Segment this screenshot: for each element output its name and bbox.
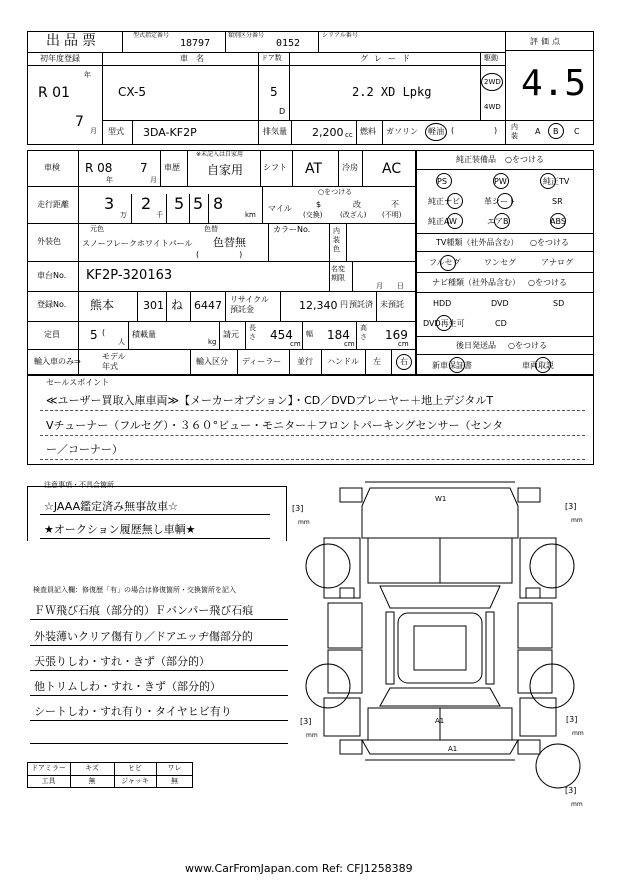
model-year-label: モデル年式	[102, 352, 126, 371]
chassis-label: 車台No.	[37, 271, 67, 280]
height-unit: cm	[398, 340, 409, 348]
doors-count: 5	[270, 85, 278, 99]
import-parallel: 並行	[297, 357, 313, 366]
missing-cell-3: ジャッキ	[121, 777, 149, 785]
capacity-paren: (	[102, 328, 106, 337]
import-class-label: 輸入区分	[196, 357, 228, 366]
docs-circle-note: ○をつける	[508, 341, 547, 350]
inspector-line-3: 天張りしわ・すれ・きず（部分的）	[34, 655, 210, 668]
usage: 自家用	[207, 163, 244, 177]
equip-item-ps: PS	[437, 177, 447, 186]
equip-item-tv: 純正TV	[543, 177, 570, 186]
missing-cell-2: 無	[88, 777, 96, 785]
meter-exchange: (交換)	[303, 211, 323, 219]
inspection-month-unit: 月	[150, 176, 157, 184]
tire-depth-rr: [3]	[566, 715, 578, 724]
missing-header-4: ワレ	[167, 764, 182, 772]
displacement-unit: cc	[345, 131, 353, 139]
missing-header-1: ドアミラー	[31, 764, 66, 772]
docs-warranty: 新車保証書	[432, 361, 472, 370]
inspector-line-1: ＦＷ飛び石痕（部分的）Ｆバンパー飛び石痕	[34, 604, 254, 617]
meter-tamper: (改ざん)	[340, 211, 367, 219]
equipment-circle-note: ○をつける	[505, 155, 544, 164]
sales-point-line-1: ≪ユーザー買取入庫車両≫【メーカーオプション】・CD／DVDプレーヤー＋地上デジタルT	[46, 394, 494, 407]
tv-one: ワンセグ	[484, 258, 516, 267]
length: 454	[270, 328, 293, 342]
docs-manual: 車両取説	[522, 361, 554, 370]
missing-header-2: キズ	[85, 764, 99, 772]
tire-depth-fr: [3]	[565, 502, 577, 511]
tv-selected-circle	[440, 255, 456, 271]
damage-mark-w1: W1	[435, 495, 447, 503]
recycle-fee: 12,340	[299, 299, 338, 312]
tv-analog: アナログ	[541, 258, 573, 267]
notes-line-2: ★オークション履歴無し車輌★	[44, 523, 196, 536]
name-change-label: 名変期限	[331, 265, 345, 282]
load-unit: kg	[208, 338, 217, 346]
ac-label: 冷房	[342, 163, 358, 172]
import-label: 輸入車のみ⇒	[34, 357, 81, 366]
handle-left: 左	[373, 357, 381, 366]
tv-title: TV種類（社外品含む）	[436, 238, 519, 247]
capacity: 5	[90, 328, 98, 342]
equip-item-airbag: エアB	[487, 217, 509, 226]
sheet-title: 出品票	[46, 33, 100, 49]
nav-title: ナビ種類（社外品含む）	[432, 278, 520, 287]
inspector-line-5: シートしわ・すれ有り・タイヤヒビ有り	[34, 705, 232, 718]
fuel-paren-open: (	[451, 126, 455, 135]
color-repaint-label: 色替	[204, 225, 218, 233]
nav-hdd: HDD	[433, 299, 452, 308]
damage-mark-a1-bumper: A1	[448, 745, 458, 753]
grade-label: グレード	[360, 54, 416, 63]
meter-exchange-sym: $	[316, 200, 322, 209]
meter-label: マイル	[268, 204, 292, 213]
drive-label: 駆動	[484, 54, 498, 62]
doors-label: ドア数	[261, 54, 282, 62]
nav-selected-circle	[436, 315, 452, 331]
grade: 2.2 XD Lpkg	[352, 85, 432, 99]
docs-circle	[535, 357, 551, 373]
car-name-label: 車名	[180, 54, 212, 63]
mileage-digit-2: 2	[141, 194, 152, 213]
length-unit: cm	[290, 340, 301, 348]
recycle-status-not: 未預託	[380, 300, 404, 309]
damage-mark-a1-rear: A1	[435, 717, 445, 725]
docs-title: 後日発送品	[456, 341, 496, 350]
reg-num: 6447	[194, 299, 222, 312]
handle-label: ハンドル	[327, 357, 359, 366]
ac: AC	[382, 161, 402, 177]
length-label: 長さ	[249, 324, 256, 341]
meter-unknown-sym: 不	[391, 200, 399, 209]
rating-label: 評価点	[530, 37, 563, 46]
rating-score: 4.5	[521, 63, 587, 104]
nav-dvd: DVD	[491, 299, 509, 308]
equip-item-leather: 革シート	[484, 197, 516, 206]
mileage-unit-km: km	[245, 211, 256, 219]
mileage-unit-man: 万	[120, 211, 127, 219]
drive-2wd: 2WD	[484, 78, 501, 86]
tv-full: フルセグ	[429, 258, 461, 267]
serial-label: シリアル番号	[322, 32, 358, 39]
equip-circle	[494, 213, 510, 229]
colorno-label: カラーNo.	[273, 225, 311, 234]
interior-grade-a: A	[535, 127, 541, 136]
mileage-digit-4: 5	[193, 194, 204, 213]
recycle-label: リサイクル預託金	[230, 295, 269, 314]
type-code: 3DA-KF2P	[143, 126, 197, 139]
load-total-label: 請元	[223, 330, 239, 339]
interior-grade-b: B	[553, 127, 559, 136]
chassis-number: KF2P-320163	[86, 268, 173, 283]
mileage-digit-1: 3	[104, 194, 115, 213]
nav-cd: CD	[495, 319, 507, 328]
first-reg-month: 7	[75, 114, 84, 130]
equip-circle	[436, 173, 452, 189]
nav-circle-note: ○をつける	[528, 278, 567, 287]
equip-circle	[447, 213, 463, 229]
interior-color-label: 内装色	[333, 227, 340, 253]
docs-circle	[449, 357, 465, 373]
class-code-label: 類別区分番号	[228, 32, 265, 39]
type-label: 型式	[108, 127, 124, 136]
model-code-label: 型式指定番号	[133, 32, 170, 39]
handle-right: 右	[400, 357, 408, 366]
equip-circle	[493, 173, 509, 189]
first-reg-month-unit: 月	[90, 127, 97, 135]
recycle-status-done: 預託済	[349, 300, 373, 309]
name-change-date: 月 日	[376, 282, 404, 290]
tire-unit-rr: mm	[572, 730, 584, 737]
width: 184	[327, 328, 350, 342]
tire-depth-fl: [3]	[292, 504, 304, 513]
width-unit: cm	[344, 340, 355, 348]
first-reg-year-unit: 年	[84, 71, 91, 79]
color-orig: スノーフレークホワイトパール	[82, 239, 193, 248]
car-name: CX-5	[118, 85, 146, 99]
tire-unit-spare: mm	[571, 801, 583, 808]
meter-tamper-sym: 改	[353, 200, 361, 209]
load-label: 積載量	[132, 330, 156, 339]
equip-circle	[540, 173, 556, 189]
equip-item-abs: ABS	[550, 217, 566, 226]
displacement: 2,200	[312, 126, 344, 139]
tire-unit-fl: mm	[298, 519, 310, 526]
first-reg-era: R 01	[38, 85, 70, 101]
class-code: 0152	[276, 38, 301, 49]
reg-area: 熊本	[90, 298, 115, 312]
nav-dvd-play: DVD再生可	[423, 319, 465, 328]
tire-depth-spare: [3]	[565, 786, 577, 795]
meter-note: ○をつける	[318, 188, 353, 196]
equip-circle	[550, 213, 566, 229]
tv-circle-note: ○をつける	[530, 238, 569, 247]
tire-depth-rl: [3]	[300, 717, 312, 726]
mileage-digit-3: 5	[174, 194, 185, 213]
width-label: 幅	[306, 330, 313, 338]
tire-unit-rl: mm	[306, 732, 318, 739]
fuel-label: 燃料	[360, 127, 376, 136]
inspector-line-4: 他トリムしわ・すれ・きず（部分的）	[34, 680, 221, 693]
fuel-paren-close: )	[494, 126, 498, 135]
inspection-month: 7	[140, 161, 148, 175]
shift-label: シフト	[263, 163, 287, 172]
notes-label: 注意事項・不具合箇所	[44, 481, 114, 489]
capacity-unit: 人	[118, 338, 125, 346]
meter-unknown: (不明)	[382, 211, 402, 219]
shift: AT	[305, 161, 323, 177]
height-label: 高さ	[360, 324, 367, 341]
equip-item-nav: 純正ナビ	[428, 197, 460, 206]
mileage-label: 走行距離	[37, 200, 69, 209]
nav-sd: SD	[553, 299, 565, 308]
equip-item-pw: PW	[494, 177, 507, 186]
inspection-era: R 08	[85, 161, 113, 175]
mileage-digit-5: 8	[213, 194, 224, 213]
tire-unit-fr: mm	[571, 517, 583, 524]
equip-circle	[447, 193, 463, 209]
sales-point-line-3: ー／コーナー）	[46, 443, 123, 456]
sales-point-line-2: Vチューナー（フルセグ）・３６０°ビュー・モニター＋フロントパーキングセンサー（センタ	[46, 419, 504, 432]
equip-item-sr: SR	[552, 197, 563, 206]
inspection-year-unit: 年	[106, 176, 113, 184]
footer-watermark: www.CarFromJapan.com Ref: CFJ1258389	[185, 862, 413, 875]
inspection-label: 車検	[44, 163, 60, 172]
missing-cell-1: 工具	[41, 777, 56, 785]
interior-label: 内装	[511, 123, 518, 140]
reg-class: 301	[143, 299, 164, 312]
doors-type: D	[279, 107, 286, 116]
equipment-title: 純正装備品	[456, 155, 496, 164]
model-code: 18797	[180, 38, 211, 49]
notes-line-1: ☆JAAA鑑定済み無事故車☆	[44, 500, 178, 513]
fuel-gas: ガソリン	[386, 127, 418, 136]
reg-kana: ね	[171, 298, 184, 312]
inspector-label: 検査員記入欄：修復歴「有」の場合は修復箇所・交換箇所を記入	[33, 586, 236, 594]
recycle-unit: 円	[340, 300, 348, 309]
car-diagram	[290, 478, 590, 808]
missing-header-3: ヒビ	[128, 764, 142, 772]
color-repaint-paren: ( )	[196, 250, 243, 259]
usage-label: 車歴	[164, 163, 180, 172]
mileage-unit-sen: 千	[156, 211, 163, 219]
inspector-line-2: 外装薄いクリア傷有り／ドアエッヂ傷部分的	[34, 630, 253, 643]
color-orig-label: 元色	[90, 225, 104, 233]
color-repaint: 色替無	[213, 236, 246, 249]
usage-note: ※未記入は自家用	[196, 151, 244, 158]
first-reg-label: 初年度登録	[40, 54, 80, 63]
equip-circle	[497, 193, 513, 209]
missing-cell-4: 無	[171, 777, 178, 785]
displacement-label: 排気量	[263, 127, 287, 136]
height: 169	[385, 328, 408, 342]
sales-point-label: セールスポイント	[46, 378, 110, 387]
capacity-label: 定員	[44, 330, 60, 339]
regno-label: 登録No.	[37, 300, 67, 309]
interior-grade-c: C	[574, 127, 580, 136]
fuel-diesel: 軽油	[428, 127, 444, 136]
details-section	[27, 150, 416, 375]
equip-item-aw: 純正AW	[428, 217, 457, 226]
drive-4wd: 4WD	[484, 103, 501, 111]
color-label: 外装色	[37, 237, 61, 246]
import-class: ディーラー	[242, 357, 282, 366]
